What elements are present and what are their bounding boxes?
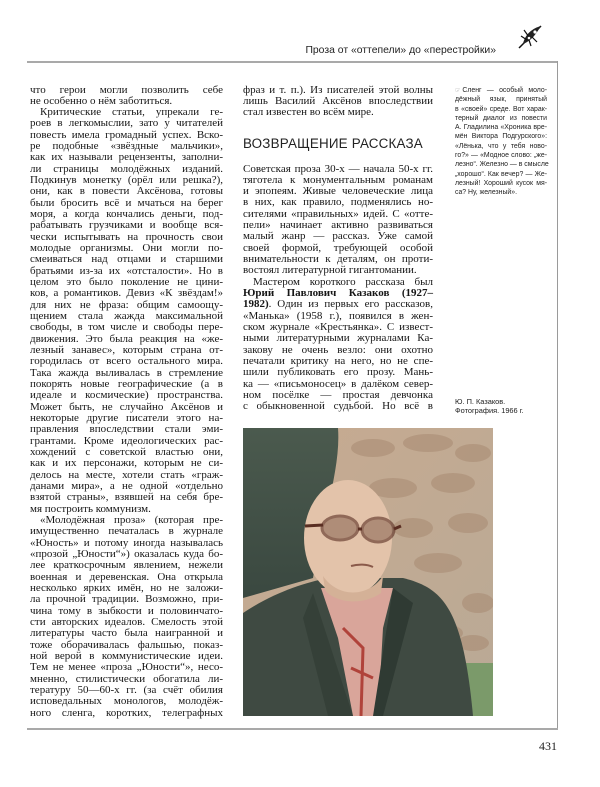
text-line: Может быть, не случайно Аксёнов и <box>30 400 223 413</box>
bold-text: Юрий Павлович Казаков (1927– <box>243 287 433 300</box>
text-line: Советская проза 30-х — начала 50-х гг. <box>243 162 433 175</box>
text-line: как их называли рецензенты, заполни- <box>30 151 223 164</box>
right-rule <box>557 61 558 730</box>
note-line <box>455 86 547 95</box>
text-line: братьями из-за их «отсталости». Но в <box>30 264 223 277</box>
text-line: роев в легкомыслии, зато у читателей <box>30 117 223 130</box>
top-rule <box>27 61 558 63</box>
text-line: сителями «правильных» идей. С «отте- <box>243 207 433 220</box>
text-line: ка — «письмоносец» в далёком север- <box>243 377 433 390</box>
text-line: как и их персонажи, которым не си- <box>30 457 223 470</box>
text-line: имущественно печаталась в журнале <box>30 525 223 538</box>
note-line: в «своей» среде. Вот харак- <box>455 105 547 113</box>
text-line: малый жанр — рассказ. Уже самой <box>243 230 433 243</box>
text-line: с обыкновенной судьбой. Но всё в <box>243 400 433 413</box>
text-line: хождений с советской властью они, <box>30 446 223 458</box>
text-line: были бросить всё и мчаться на берег <box>30 196 223 209</box>
caption-name: Ю. П. Казаков. <box>455 397 506 406</box>
text-line: не особенно о нём заботиться. <box>30 94 173 107</box>
middle-text-column-body <box>243 164 433 413</box>
text-line: моря, а когда кончались деньги, под- <box>30 208 223 221</box>
text-line: целом это было поколение не цини- <box>30 276 223 289</box>
photo-caption <box>455 397 524 416</box>
note-line: „хорошо“. Как вечер? — Же- <box>455 170 547 178</box>
text-line: правления впоследствии стали эми- <box>30 423 223 436</box>
text-line: что герои могли позволить себе <box>30 83 223 96</box>
text-line: Мастером короткого рассказа был <box>253 275 433 288</box>
text-line: они, как в повести Аксёнова, готовы <box>30 185 223 198</box>
note-line: терный диалог из повести <box>455 114 547 122</box>
text-line: Тем не менее «проза „Юности“», несо- <box>30 661 223 674</box>
text-line: Така жажда выливалась в стремление <box>30 366 223 379</box>
text-line: ного сленга, коротких, телеграфных <box>30 706 223 719</box>
note-line: лезный! Хороший кусок мя- <box>455 179 547 187</box>
text-line: сти авторских идеалов. Смелость этой <box>30 615 223 628</box>
text-line: в них, как правило, подменялись но- <box>243 196 433 209</box>
text-line: для них не фраза: общим самоощу- <box>30 298 223 311</box>
bold-text: 1982) <box>243 298 269 311</box>
text-line: ном посёлке — простая девчонка <box>243 389 433 402</box>
text-line: военная и деревенская. Она открыла <box>30 570 223 583</box>
text-line: «Манька» (1958 г.), появился в жен- <box>243 309 433 322</box>
bottom-rule <box>27 728 558 730</box>
text-line: ной верой в коммунистические идеи. <box>30 649 223 662</box>
text-line: ре подобные «звёздные мальчики», <box>30 140 223 153</box>
text-line: чина тому в зыбкости и половинчато- <box>30 604 223 617</box>
text-line: некоторые другие писатели этого на- <box>30 412 223 425</box>
text-run: . Один из первых его рассказов, <box>268 298 433 311</box>
text-line: тяготела к монументальным романам <box>243 173 433 186</box>
text-line: и эпопеям. Живые человеческие лица <box>243 185 433 198</box>
text-line: движения. Это была реакция на «же- <box>30 332 223 345</box>
left-text-column <box>30 85 223 719</box>
text-line: тоже оборачивалась фальшью, показ- <box>30 638 223 651</box>
text-line: взятой страны», взявшей на себя бре- <box>30 491 223 504</box>
text-line: данами мира», а не одной «отдельно <box>30 479 223 492</box>
text-line: литературы часто была наигранной и <box>30 627 223 640</box>
text-line: покорять новые географические (а в <box>30 378 223 391</box>
text-line: грантами. Кроме идеологических рас- <box>30 434 223 447</box>
note-line: «Лёнька, что у тебя ново- <box>455 142 547 150</box>
text-line: ли страницы молодёжных изданий. <box>30 162 223 175</box>
text-line: Подкинув монетку (орёл или решка?), <box>30 174 223 187</box>
text-line: лезный занавес», которым страна от- <box>30 344 223 357</box>
text-line: шили публиковать его прозу. Мань- <box>243 366 433 379</box>
text-line: тературу 50—60-х гг. (за счёт обилия <box>30 683 223 696</box>
text-line: свободы, в том числе и свободы пере- <box>30 321 223 334</box>
text-line: мненно, стилистически обогатила ли- <box>30 672 223 685</box>
note-line: го?» — «Модное слово: „же- <box>455 152 547 160</box>
note-line: са? Ну, железный». <box>455 189 518 197</box>
text-line: повесть имела громадный успех. Вско- <box>30 128 223 141</box>
text-line: ными литературными журналами Ка- <box>243 332 433 345</box>
text-line: ском журнале «Крестьянка». С извест- <box>243 321 433 334</box>
text-line: ла прочной традиции. Возможно, при- <box>30 593 223 606</box>
note-line: дёжный язык, принятый <box>455 96 547 104</box>
text-line: востоял литературной гигантомании. <box>243 264 417 277</box>
text-line: городилась от всего остального мира. <box>30 355 223 368</box>
text-line: щением стала жажда максимальной <box>30 310 223 323</box>
note-line: лезно“. Железно — в смысле <box>455 161 549 169</box>
text-line: «Юность» и потому иногда называлась <box>30 536 223 549</box>
text-line: исповедальных монологов, молодёж- <box>30 695 223 708</box>
note-text: Сленг — особый моло- <box>462 87 547 94</box>
footnote-marker-icon: ☞ <box>455 88 461 94</box>
text-line: пели» начинает активно развиваться <box>243 219 433 232</box>
text-line: «прозой „Юности“») оказалась куда бо- <box>30 547 223 560</box>
text-line: мя построить коммунизм. <box>30 502 151 515</box>
text-line: лее краткосрочным явлением, нежели <box>30 559 223 572</box>
middle-text-column-top <box>243 85 433 119</box>
text-line: рабатывать грузчиками и вообще вся- <box>30 219 223 232</box>
text-line: стал известен во всём мире. <box>243 106 374 119</box>
text-line: молодые организмы. Они могли по- <box>30 242 223 255</box>
text-line: печатали критику на него, но не спе- <box>243 355 433 368</box>
text-line: смеиваться над отцами и старшими <box>30 253 223 266</box>
running-title: Проза от «оттепели» до «перестройки» <box>305 45 496 56</box>
text-line: «Молодёжная проза» (которая пре- <box>40 513 223 526</box>
text-line: идеале и космические) пространства. <box>30 389 223 402</box>
text-line: своей формой, требующей особой <box>243 241 433 254</box>
note-line: А. Гладилина «Хроника вре- <box>455 124 547 132</box>
text-line: делось на месте, хотели стать «граж- <box>30 468 223 481</box>
text-line: Критические статьи, упрекали ге- <box>40 106 223 119</box>
logo-feather-icon <box>515 22 545 52</box>
text-line: внимательности к деталям, он проти- <box>243 253 433 266</box>
text-line: несколько ярких имён, но не заложи- <box>30 581 223 594</box>
caption-date: Фотография. 1966 г. <box>455 406 524 416</box>
section-heading: ВОЗВРАЩЕНИЕ РАССКАЗА <box>243 136 423 151</box>
note-line: мён Виктора Подгурского»: <box>455 133 547 141</box>
text-line: фраз и т. п.). Из писателей этой волны <box>243 83 433 96</box>
text-line: ков, а романтиков. Девиз «К звёздам!» <box>30 287 223 300</box>
text-line: закову не очень везло: они охотно <box>243 343 433 356</box>
text-line: чески испытывать на прочность свои <box>30 230 223 243</box>
text-line: лишь Василий Аксёнов впоследствии <box>243 94 433 107</box>
page-number: 431 <box>539 739 557 753</box>
portrait-photo <box>243 428 493 716</box>
side-note <box>455 86 547 198</box>
